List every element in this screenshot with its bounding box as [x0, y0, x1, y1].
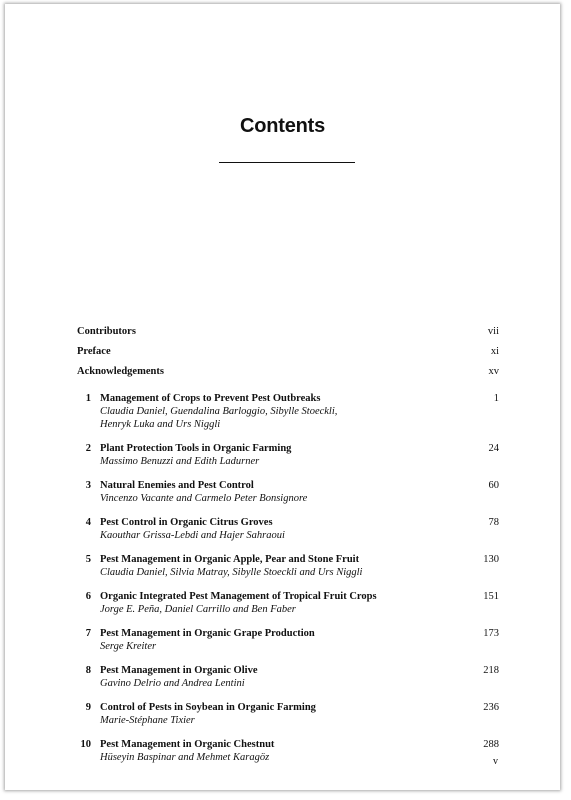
- chapter-authors: Kaouthar Grissa-Lebdi and Hajer Sahraoui: [100, 530, 285, 541]
- chapter-page: 24: [488, 443, 499, 454]
- chapter-page: 236: [483, 702, 499, 713]
- chapter-body: [100, 738, 469, 764]
- toc-entry-page: xi: [490, 346, 499, 357]
- chapter-page: 130: [483, 554, 499, 565]
- chapter-number: 1: [85, 393, 91, 404]
- toc-chapter-row: [77, 701, 499, 727]
- chapter-title: Pest Management in Organic Apple, Pear and Stone Fruit: [100, 554, 360, 565]
- book-page: [5, 4, 560, 790]
- chapter-authors: Jorge E. Peña, Daniel Carrillo and Ben Faber: [100, 604, 296, 615]
- chapter-body: [100, 590, 469, 616]
- chapter-title: Pest Management in Organic Olive: [100, 665, 258, 676]
- toc-chapter-row: [77, 590, 499, 616]
- chapter-page: 288: [483, 739, 499, 750]
- chapter-number: 8: [85, 665, 91, 676]
- page-number: v: [493, 756, 498, 767]
- chapter-authors: Serge Kreiter: [100, 641, 157, 652]
- chapter-authors: Gavino Delrio and Andrea Lentini: [100, 678, 245, 689]
- toc-entry-label: Preface: [77, 346, 111, 357]
- toc-chapter-row: [77, 553, 499, 579]
- front-matter-list: [77, 326, 499, 386]
- chapter-body: [100, 553, 469, 579]
- toc-chapter-row: [77, 627, 499, 653]
- chapter-body: [100, 442, 469, 468]
- chapter-title: Organic Integrated Pest Management of Tropical Fruit Crops: [100, 591, 377, 602]
- table-of-contents: [77, 326, 499, 775]
- chapter-body: [100, 627, 469, 653]
- chapter-body: [100, 701, 469, 727]
- toc-chapter-row: [77, 442, 499, 468]
- chapter-title: Pest Management in Organic Chestnut: [100, 739, 275, 750]
- chapter-body: [100, 392, 469, 431]
- toc-front-row: [77, 366, 499, 386]
- chapter-authors: Vincenzo Vacante and Carmelo Peter Bonsignore: [100, 493, 308, 504]
- chapter-number: 10: [80, 739, 91, 750]
- toc-chapter-row: [77, 738, 499, 764]
- chapter-title: Control of Pests in Soybean in Organic Farming: [100, 702, 316, 713]
- chapter-page: 218: [483, 665, 499, 676]
- chapter-body: [100, 664, 469, 690]
- chapter-number: 2: [85, 443, 91, 454]
- chapter-authors: Massimo Benuzzi and Edith Ladurner: [100, 456, 260, 467]
- toc-entry-label: Acknowledgements: [77, 366, 164, 377]
- chapter-page: 60: [488, 480, 499, 491]
- chapter-title: Plant Protection Tools in Organic Farming: [100, 443, 292, 454]
- chapter-number: 4: [85, 517, 91, 528]
- toc-entry-label: Contributors: [77, 326, 136, 337]
- chapter-body: [100, 479, 469, 505]
- page-title: Contents: [239, 115, 326, 137]
- chapter-authors: Hüseyin Baspinar and Mehmet Karagöz: [100, 752, 270, 763]
- chapter-page: 78: [488, 517, 499, 528]
- toc-front-row: [77, 346, 499, 366]
- chapter-number: 3: [85, 480, 91, 491]
- chapter-title: Natural Enemies and Pest Control: [100, 480, 254, 491]
- chapter-number: 9: [85, 702, 91, 713]
- chapter-page: 173: [483, 628, 499, 639]
- chapter-authors: Claudia Daniel, Silvia Matray, Sibylle Stoeckli and Urs Niggli: [100, 567, 363, 578]
- toc-entry-page: vii: [487, 326, 499, 337]
- chapter-number: 6: [85, 591, 91, 602]
- toc-chapter-row: [77, 479, 499, 505]
- toc-entry-page: xv: [488, 366, 499, 377]
- toc-chapter-row: [77, 664, 499, 690]
- toc-chapter-row: [77, 516, 499, 542]
- title-rule: [219, 162, 355, 163]
- toc-chapter-row: [77, 392, 499, 431]
- chapter-authors: Marie-Stéphane Tixier: [100, 715, 195, 726]
- toc-front-row: [77, 326, 499, 346]
- chapter-authors: Claudia Daniel, Guendalina Barloggio, Sibylle Stoeckli,: [100, 406, 338, 417]
- chapter-number: 5: [85, 554, 91, 565]
- chapter-title: Pest Management in Organic Grape Production: [100, 628, 315, 639]
- chapter-number: 7: [85, 628, 91, 639]
- chapter-title: Management of Crops to Prevent Pest Outbreaks: [100, 393, 321, 404]
- chapter-title: Pest Control in Organic Citrus Groves: [100, 517, 273, 528]
- chapter-page: 151: [483, 591, 499, 602]
- chapter-page: 1: [493, 393, 499, 404]
- chapter-authors: Henryk Luka and Urs Niggli: [100, 419, 221, 430]
- chapter-list: [77, 392, 499, 764]
- chapter-body: [100, 516, 469, 542]
